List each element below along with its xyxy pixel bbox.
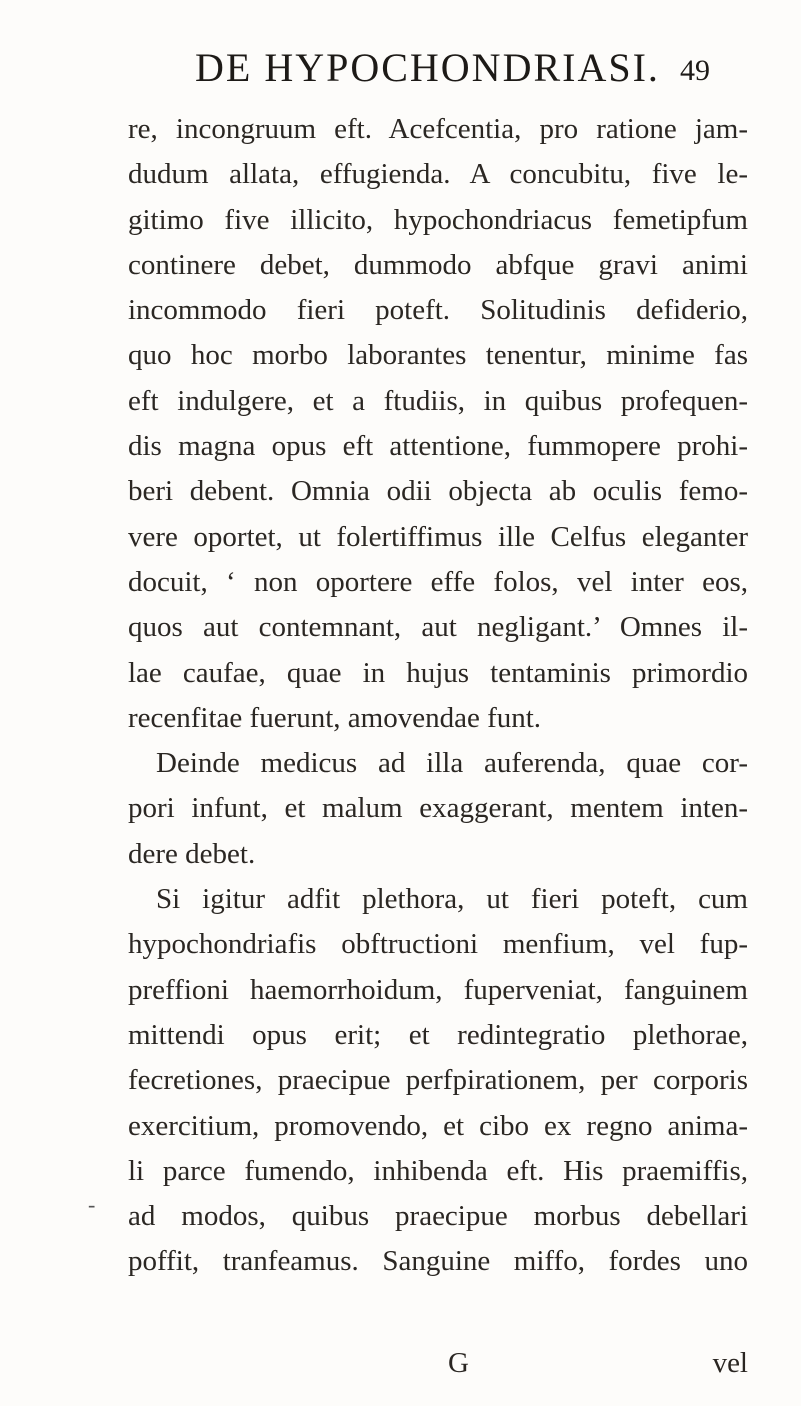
text-line: dudum allata, effugienda. A concubitu, five le-	[128, 158, 748, 191]
text-line: incommodo fieri poteft. Solitudinis defiderio,	[128, 294, 748, 327]
catchword: vel	[712, 1347, 748, 1379]
text-line: recenfitae fuerunt, amovendae funt.	[128, 701, 542, 734]
text-line: quos aut contemnant, aut negligant.’ Omnes il-	[128, 611, 748, 644]
text-line: gitimo five illicito, hypochondriacus femetipfum	[128, 203, 748, 236]
text-line: docuit, ‘ non oportere effe folos, vel inter eos,	[128, 565, 748, 598]
text-line: preffioni haemorrhoidum, fuperveniat, fanguinem	[128, 973, 748, 1006]
text-line: continere debet, dummodo abfque gravi animi	[128, 248, 748, 281]
text-line: Si igitur adfit plethora, ut fieri poteft, cum	[156, 883, 748, 916]
margin-mark: -	[88, 1192, 96, 1217]
text-line: lae caufae, quae in hujus tentaminis primordio	[128, 656, 748, 689]
running-title: DE HYPOCHONDRIASI.	[195, 45, 660, 90]
text-line: hypochondriafis obftructioni menfium, vel fup-	[128, 928, 748, 961]
text-line: eft indulgere, et a ftudiis, in quibus profequen-	[128, 384, 748, 417]
text-line: exercitium, promovendo, et cibo ex regno anima-	[128, 1109, 748, 1142]
text-line: dis magna opus eft attentione, fummopere prohi-	[128, 430, 748, 463]
running-head	[0, 44, 801, 94]
body-text	[128, 107, 748, 1285]
text-line: poffit, tranfeamus. Sanguine miffo, fordes uno	[128, 1245, 748, 1278]
page-number: 49	[680, 54, 710, 87]
text-line: Deinde medicus ad illa auferenda, quae cor-	[156, 747, 748, 780]
text-line: mittendi opus erit; et redintegratio plethorae,	[128, 1018, 748, 1051]
signature-mark: G	[448, 1347, 469, 1379]
text-line: vere oportet, ut folertiffimus ille Celfus eleganter	[128, 520, 748, 553]
text-line: dere debet.	[128, 837, 256, 870]
text-line: fecretiones, praecipue perfpirationem, per corporis	[128, 1064, 748, 1097]
text-line: ad modos, quibus praecipue morbus debellari	[128, 1200, 748, 1233]
page-footer	[128, 1347, 748, 1387]
text-line: quo hoc morbo laborantes tenentur, minime fas	[128, 339, 748, 372]
text-line: li parce fumendo, inhibenda eft. His praemiffis,	[128, 1154, 748, 1187]
text-line: pori infunt, et malum exaggerant, mentem inten-	[128, 792, 748, 825]
text-line: re, incongruum eft. Acefcentia, pro ratione jam-	[128, 113, 748, 145]
text-line: beri debent. Omnia odii objecta ab oculis femo-	[128, 475, 748, 508]
